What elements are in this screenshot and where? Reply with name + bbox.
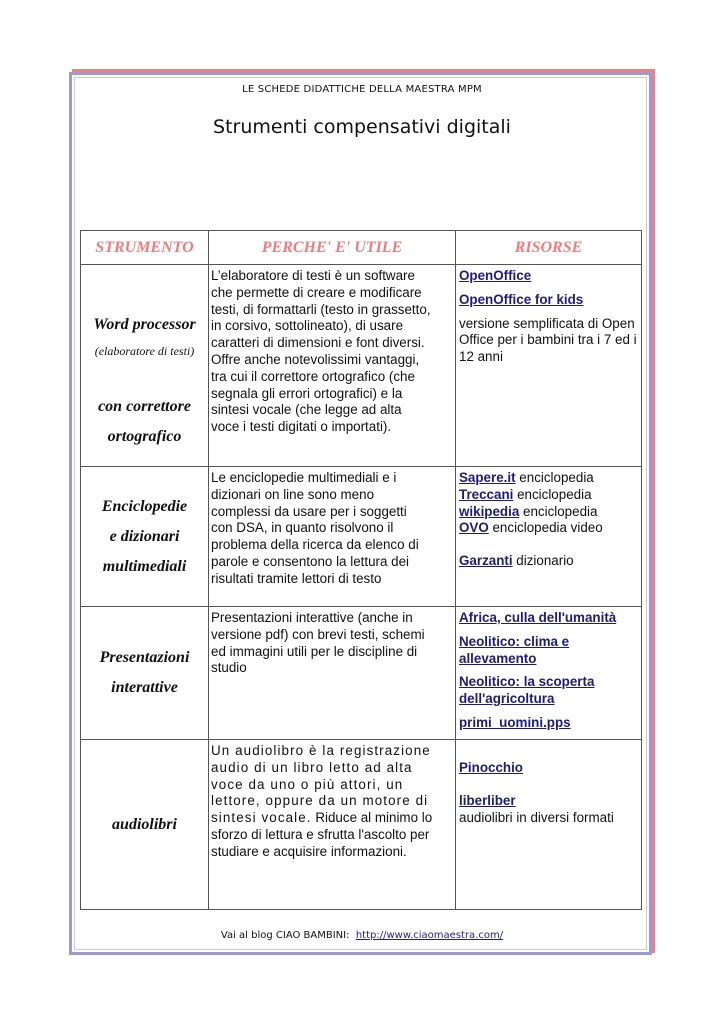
link-treccani[interactable]: Treccani [459, 486, 514, 502]
resources-cell [456, 265, 642, 467]
description-cell: Presentazioni interattive (anche in versione pdf) con brevi testi, schemi ed immagini utili per le discipline di studio [209, 607, 456, 740]
link-sapere[interactable]: Sapere.it [459, 470, 516, 485]
footer-text: Vai al blog CIAO BAMBINI: [220, 930, 356, 941]
link-openoffice[interactable]: OpenOffice [459, 268, 532, 283]
resource-note: audiolibri in diversi formati [459, 809, 614, 825]
tool-cell [81, 265, 209, 467]
link-wikipedia[interactable]: wikipedia [459, 503, 520, 519]
tool-subtitle: (elaboratore di testi) [94, 343, 195, 358]
link-neolitico-clima[interactable]: Neolitico: clima e allevamento [459, 633, 570, 666]
description-cell: Un audiolibro è la registrazione audio di un libro letto ad alta voce da uno o più attori, un lettore, oppure da un motore di sintesi vocale. Riduce al minimo lo sforzo di lettura e sfrutta l'ascolto per studiare e acquisire informazioni. [209, 740, 456, 910]
link-primi-uomini[interactable]: primi_uomini.pps [459, 714, 571, 730]
tool-name: Word processor [93, 315, 196, 333]
table-row [81, 467, 642, 607]
tool-cell: Presentazioni interattive [81, 607, 209, 740]
link-pinocchio[interactable]: Pinocchio [459, 760, 523, 775]
resources-cell [456, 607, 642, 740]
link-garzanti[interactable]: Garzanti [459, 553, 513, 569]
resources-cell: Sapere.it enciclopedia Treccani enciclopedia wikipedia enciclopedia OVO enciclopedia video Garzanti dizionario [456, 467, 642, 607]
table-row [81, 740, 642, 910]
link-openoffice-kids[interactable]: OpenOffice for kids [459, 291, 584, 307]
table-row [81, 607, 642, 740]
resources-cell [456, 740, 642, 910]
tools-table [80, 230, 642, 910]
column-header-strumento: STRUMENTO [81, 231, 209, 265]
table-row [81, 265, 642, 467]
page-header: LE SCHEDE DIDATTICHE DELLA MAESTRA MPM [242, 84, 482, 95]
tool-cell: Enciclopedie e dizionari multimediali [81, 467, 209, 607]
tool-cell: audiolibri [81, 740, 209, 910]
link-ovo[interactable]: OVO [459, 520, 489, 536]
link-liberliber[interactable]: liberliber [459, 792, 516, 808]
blog-link[interactable]: http://www.ciaomaestra.com/ [355, 930, 504, 941]
description-cell: Le enciclopedie multimediali e i dizionari on line sono meno complessi da usare per i soggetti con DSA, in quanto risolvono il problema della ricerca da elenco di parole e consentono la lettura dei risultati tramite lettori di testo [209, 467, 456, 607]
column-header-risorse: RISORSE [456, 231, 642, 265]
link-africa[interactable]: Africa, culla dell'umanità [459, 610, 617, 625]
tool-name-cont: con correttore ortografico [98, 397, 191, 445]
footer [0, 930, 724, 941]
page-title: Strumenti compensativi digitali [213, 116, 511, 138]
table-header-row [81, 231, 642, 265]
resource-note: versione semplificata di Open Office per i bambini tra i 7 ed i 12 anni [459, 315, 637, 365]
description-cell: L’elaboratore di testi è un software che permette di creare e modificare testi, di formattarli (testo in grassetto, in corsivo, sottolineato), di usare caratteri di dimensioni e font diversi. Offre anche notevolissimi vantaggi, tra cui il correttore ortografico (che segnala gli errori ortografici) e la sintesi vocale (che legge ad alta voce i testi digitati o importati). [209, 265, 456, 467]
link-neolitico-agricoltura[interactable]: Neolitico: la scoperta dell'agricoltura [459, 674, 595, 707]
column-header-perche: PERCHE' E' UTILE [209, 231, 456, 265]
